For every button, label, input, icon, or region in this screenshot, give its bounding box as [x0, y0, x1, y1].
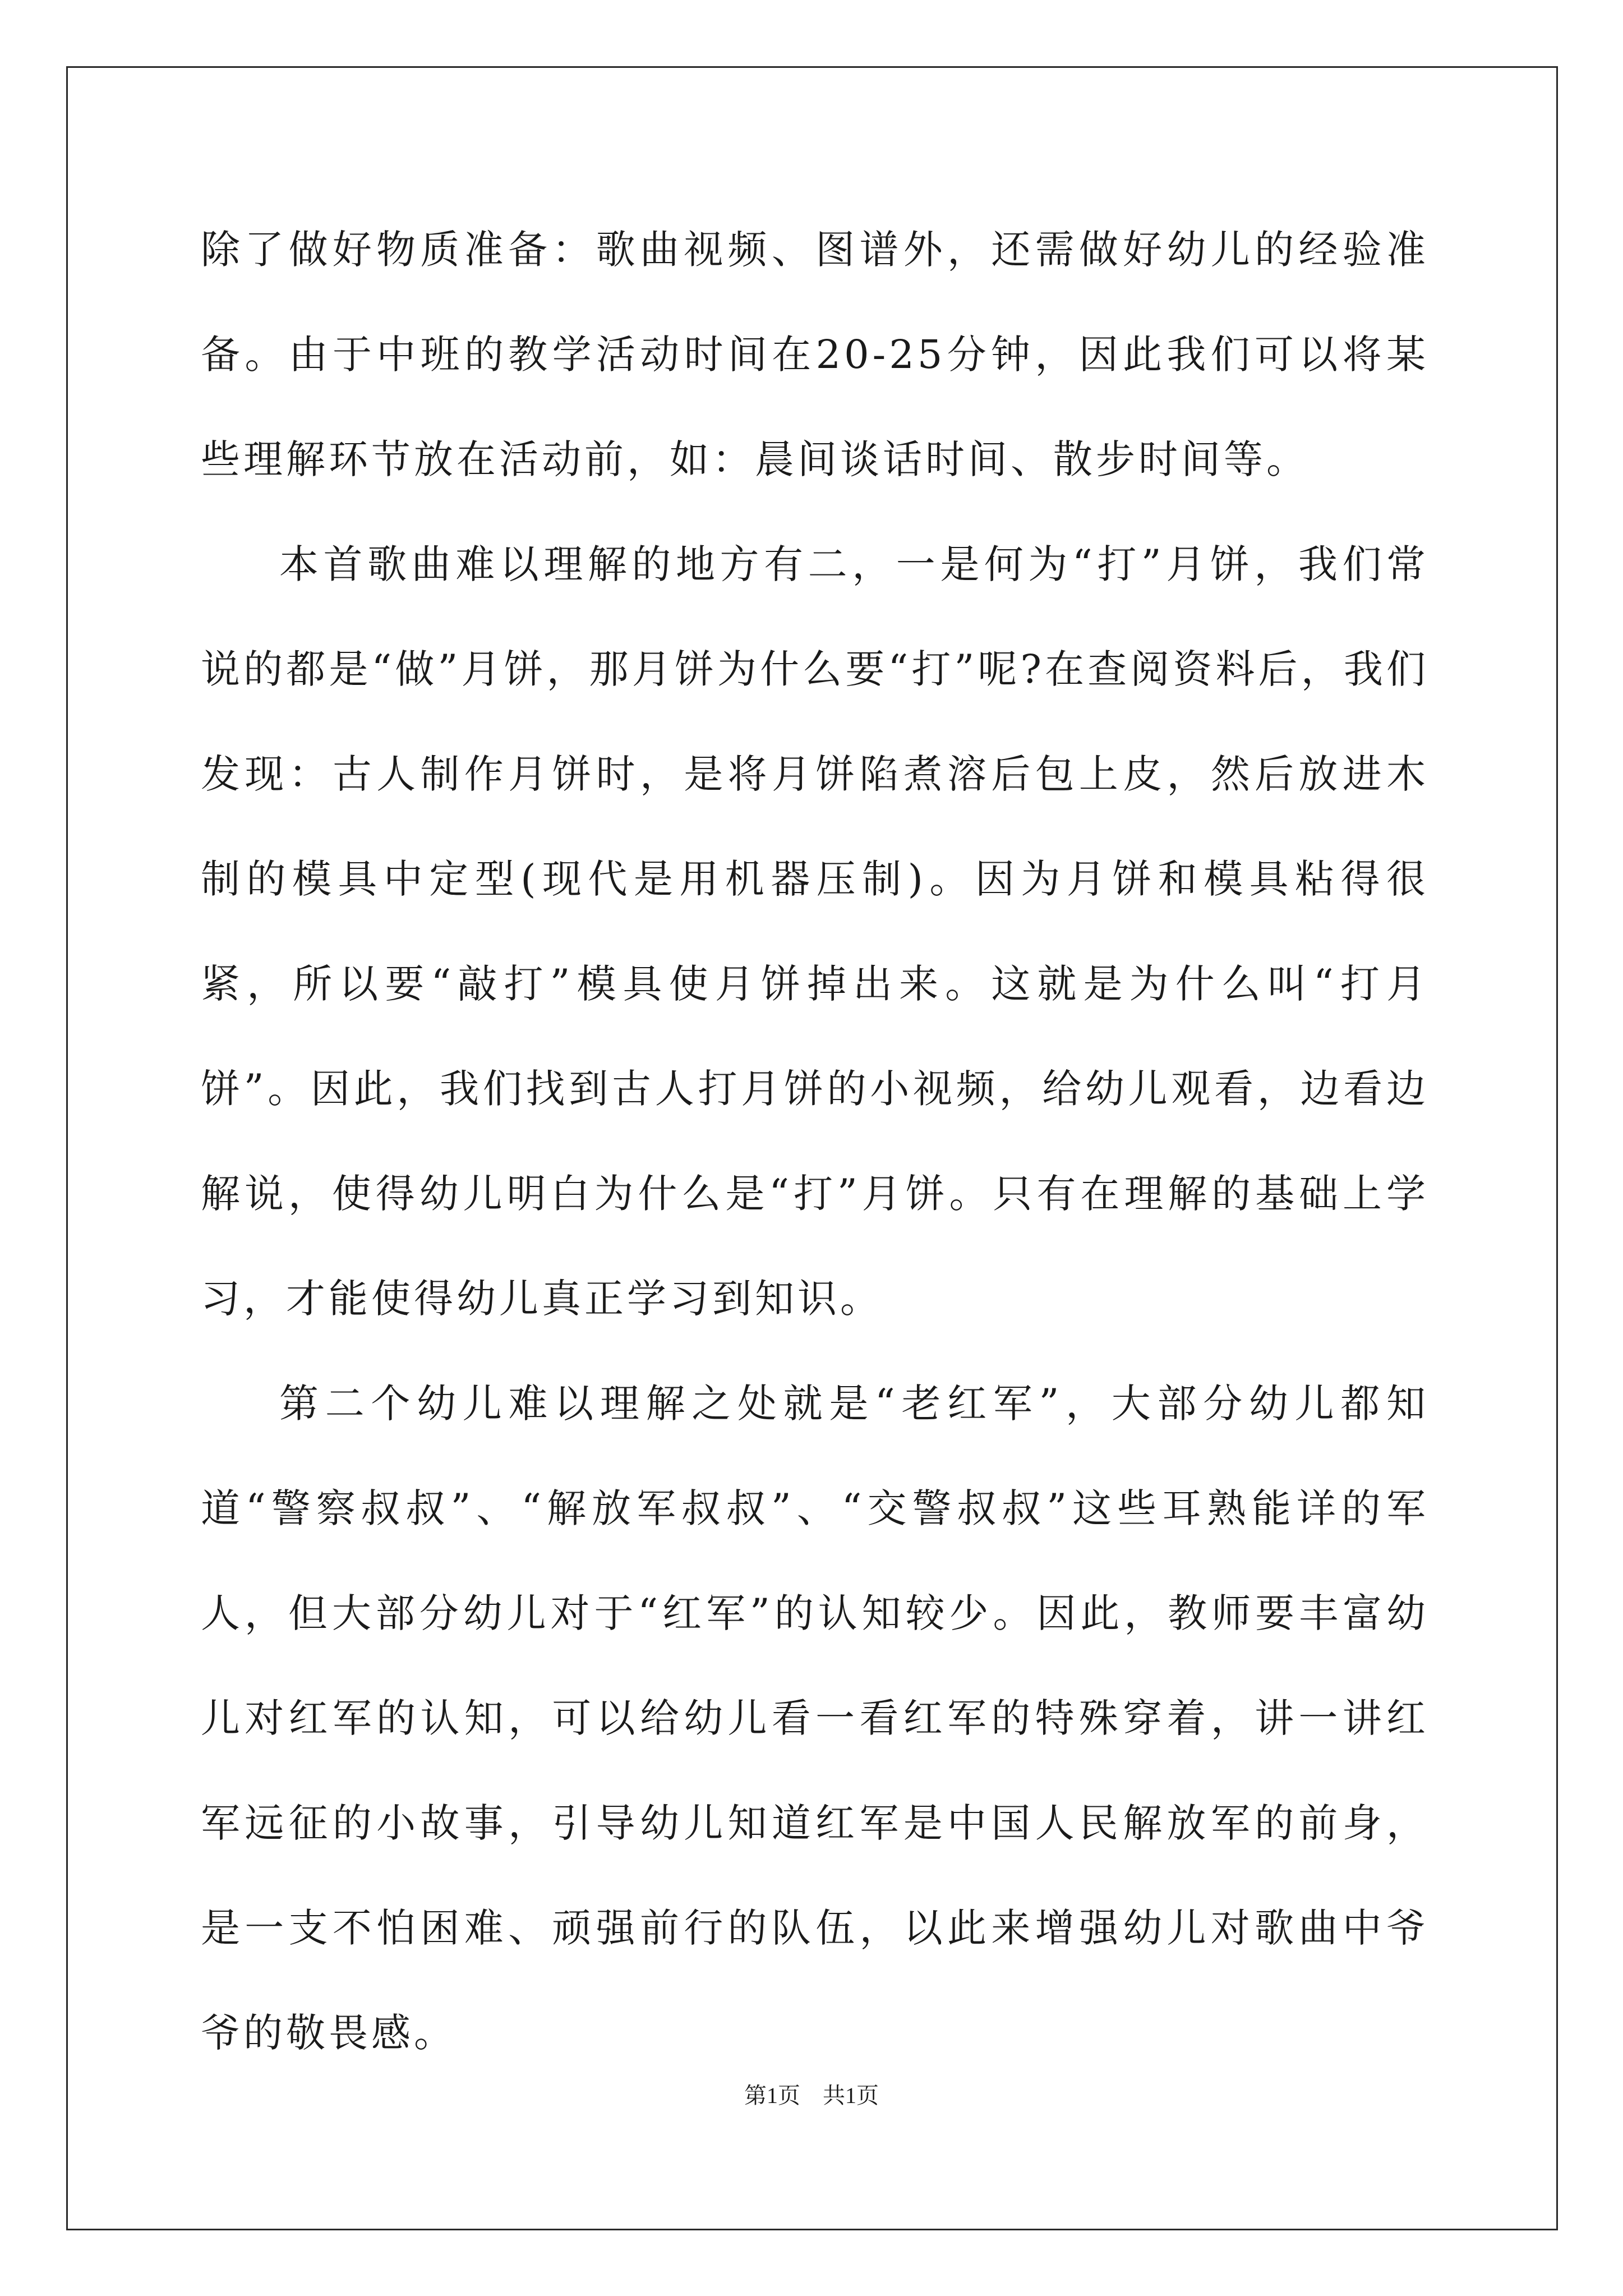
- paragraph-2: 本首歌曲难以理解的地方有二，一是何为“打”月饼，我们常说的都是“做”月饼，那月饼为什么要“打”呢?在查阅资料后，我们发现：古人制作月饼时，是将月饼陷煮溶后包上皮，然后放进木制的模具中定型(现代是用机器压制)。因为月饼和模具粘得很紧，所以要“敲打”模具使月饼掉出来。这就是为什么叫“打月饼”。因此，我们找到古人打月饼的小视频，给幼儿观看，边看边解说，使得幼儿明白为什么是“打”月饼。只有在理解的基础上学习，才能使得幼儿真正学习到知识。: [201, 541, 1429, 1322]
- page-number-footer: 第1页 共1页: [744, 2083, 879, 2108]
- paragraph-3: 第二个幼儿难以理解之处就是“老红军”，大部分幼儿都知道“警察叔叔”、“解放军叔叔”、“交警叔叔”这些耳熟能详的军人，但大部分幼儿对于“红军”的认知较少。因此，教师要丰富幼儿对红军的认知，可以给幼儿看一看红军的特殊穿着，讲一讲红军远征的小故事，引导幼儿知道红军是中国人民解放军的前身，是一支不怕困难、顽强前行的队伍，以此来增强幼儿对歌曲中爷爷的敬畏感。: [201, 1381, 1429, 2056]
- paragraph-1: 除了做好物质准备：歌曲视频、图谱外，还需做好幼儿的经验准备。由于中班的教学活动时间在20-25分钟，因此我们可以将某些理解环节放在活动前，如：晨间谈话时间、散步时间等。: [201, 227, 1429, 482]
- document-body: [201, 197, 1429, 2086]
